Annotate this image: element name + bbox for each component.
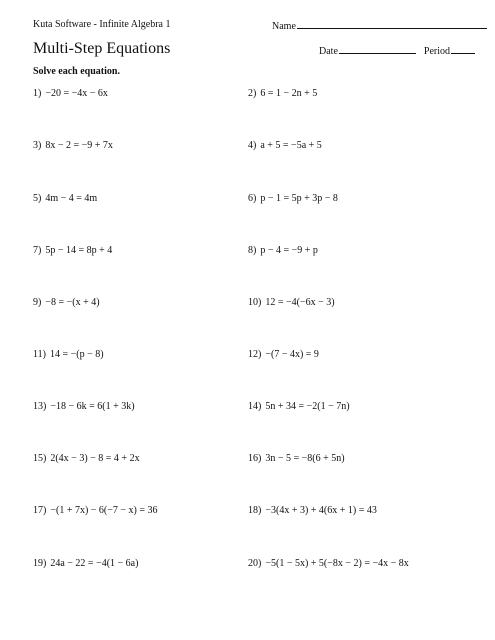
problem-19 bbox=[33, 558, 138, 569]
problem-2 bbox=[248, 88, 317, 99]
name-label: Name bbox=[272, 21, 296, 32]
problem-equation: 14 = −(p − 8) bbox=[49, 349, 104, 360]
problem-number: 8) bbox=[248, 245, 257, 256]
problem-17 bbox=[33, 505, 158, 516]
problem-number: 18) bbox=[248, 505, 262, 516]
problem-equation: −5(1 − 5x) + 5(−8x − 2) = −4x − 8x bbox=[265, 558, 409, 569]
problem-number: 12) bbox=[248, 349, 262, 360]
problem-number: 16) bbox=[248, 453, 262, 464]
problem-equation: 4m − 4 = 4m bbox=[45, 193, 98, 204]
problem-9 bbox=[33, 297, 100, 308]
problem-12 bbox=[248, 349, 319, 360]
problem-equation: 6 = 1 − 2n + 5 bbox=[260, 88, 318, 99]
problem-equation: −8 = −(x + 4) bbox=[45, 297, 100, 308]
problem-equation: −(7 − 4x) = 9 bbox=[265, 349, 319, 360]
problem-number: 5) bbox=[33, 193, 42, 204]
problem-number: 7) bbox=[33, 245, 42, 256]
problem-number: 1) bbox=[33, 88, 42, 99]
period-label: Period bbox=[423, 46, 450, 57]
problem-equation: −(1 + 7x) − 6(−7 − x) = 36 bbox=[50, 505, 158, 516]
instructions: Solve each equation. bbox=[33, 66, 120, 77]
name-line bbox=[297, 19, 487, 29]
problem-number: 17) bbox=[33, 505, 47, 516]
problem-equation: 12 = −4(−6x − 3) bbox=[265, 297, 335, 308]
worksheet-title: Multi-Step Equations bbox=[33, 40, 171, 57]
problem-equation: p − 1 = 5p + 3p − 8 bbox=[260, 193, 338, 204]
problem-15 bbox=[33, 453, 140, 464]
problem-number: 11) bbox=[33, 349, 46, 360]
problem-equation: 8x − 2 = −9 + 7x bbox=[45, 140, 113, 151]
problem-5 bbox=[33, 193, 97, 204]
problem-equation: 24a − 22 = −4(1 − 6a) bbox=[50, 558, 139, 569]
problem-number: 13) bbox=[33, 401, 47, 412]
problem-4 bbox=[248, 140, 322, 151]
problem-number: 9) bbox=[33, 297, 42, 308]
problem-20 bbox=[248, 558, 409, 569]
problem-14 bbox=[248, 401, 350, 412]
problem-equation: 5p − 14 = 8p + 4 bbox=[45, 245, 113, 256]
problem-equation: −3(4x + 3) + 4(6x + 1) = 43 bbox=[265, 505, 377, 516]
problem-number: 20) bbox=[248, 558, 262, 569]
problem-equation: 5n + 34 = −2(1 − 7n) bbox=[265, 401, 350, 412]
problem-number: 4) bbox=[248, 140, 257, 151]
problem-number: 15) bbox=[33, 453, 47, 464]
problem-equation: −20 = −4x − 6x bbox=[45, 88, 108, 99]
date-label: Date bbox=[319, 46, 338, 57]
problem-equation: p − 4 = −9 + p bbox=[260, 245, 318, 256]
problem-16 bbox=[248, 453, 345, 464]
problem-number: 10) bbox=[248, 297, 262, 308]
problem-18 bbox=[248, 505, 377, 516]
name-field bbox=[272, 19, 487, 32]
date-line bbox=[339, 44, 416, 54]
problem-7 bbox=[33, 245, 112, 256]
problem-number: 3) bbox=[33, 140, 42, 151]
problem-equation: a + 5 = −5a + 5 bbox=[260, 140, 322, 151]
problem-number: 6) bbox=[248, 193, 257, 204]
problem-number: 2) bbox=[248, 88, 257, 99]
problem-6 bbox=[248, 193, 338, 204]
date-period-field bbox=[319, 44, 475, 57]
problem-10 bbox=[248, 297, 335, 308]
problem-equation: 2(4x − 3) − 8 = 4 + 2x bbox=[50, 453, 140, 464]
problem-equation: −18 − 6k = 6(1 + 3k) bbox=[50, 401, 135, 412]
problem-number: 19) bbox=[33, 558, 47, 569]
problem-number: 14) bbox=[248, 401, 262, 412]
software-label: Kuta Software - Infinite Algebra 1 bbox=[33, 19, 171, 30]
problem-8 bbox=[248, 245, 318, 256]
problem-1 bbox=[33, 88, 108, 99]
problem-11 bbox=[33, 349, 104, 360]
problem-equation: 3n − 5 = −8(6 + 5n) bbox=[265, 453, 345, 464]
problem-13 bbox=[33, 401, 135, 412]
period-line bbox=[451, 44, 475, 54]
problem-3 bbox=[33, 140, 113, 151]
